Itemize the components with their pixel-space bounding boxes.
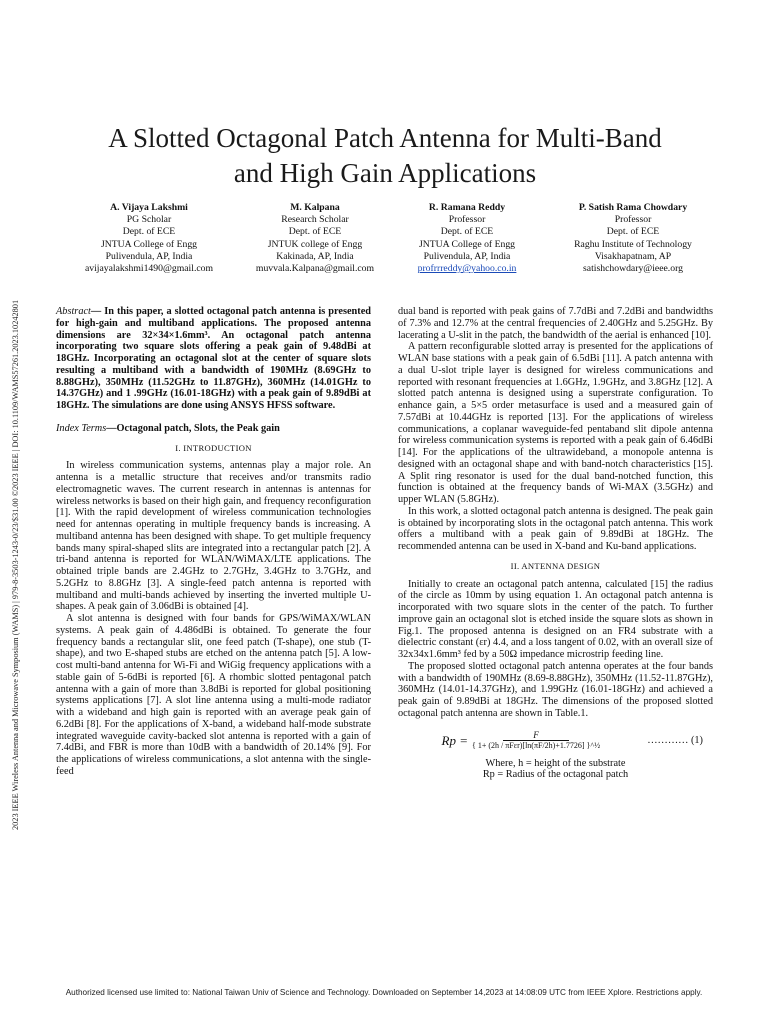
author-name: P. Satish Rama Chowdary [578, 202, 688, 213]
title-line-2: and High Gain Applications [233, 158, 537, 188]
author-institution: JNTUK college of Engg [267, 238, 363, 250]
author-block-2 [235, 202, 395, 275]
author-institution: JNTUA College of Engg [418, 238, 516, 250]
author-institution: JNTUA College of Engg [100, 238, 198, 250]
paper-title [60, 121, 710, 191]
author-role: Research Scholar [281, 214, 349, 226]
section-heading-introduction: I. INTRODUCTION [175, 442, 252, 453]
author-role: Professor [614, 214, 652, 226]
abstract [56, 306, 371, 412]
author-place: Visakhapatnam, AP [594, 250, 672, 262]
intro-paragraph-2: A slot antenna is designed with four bands for GPS/WiMAX/WLAN systems. A peak gain of 4.486dBi is obtained. To generate the four frequency bands a rectangular slit, one feed patch (T-shape), one stub (T-shape), and two E-shaped stubs are etched on the antenna patch [5]. A low-cost multi-band antenna for Wi-Fi and WiGig frequency applications with a stable gain of 5-6dBi is reported [6]. A rhombic slotted pentagonal patch antenna with a gain of more than 3.8dBi is reported for global positioning systems applications [7]. A slot line antenna using a multi-mode radiator with a wideband and high gain is reported with an average peak gain of 6.2dBi [8]. For the applications of X-band, a wideband half-mode substrate integrated waveguide cavity-backed slot antenna is reported with a gain of 7.4dBi, and FBR is more than 10dB with a bandwidth of 20.14% [9]. For the applications of wireless communications, a slot antenna with the single-feed [56, 613, 371, 777]
author-block-3 [387, 202, 547, 275]
index-terms [56, 423, 371, 435]
author-dept: Dept. of ECE [606, 226, 660, 238]
equation-denominator: { 1+ (2h / πFεr)[ln(πF/2h)+1.7726] }^½ [472, 741, 601, 750]
equation-1 [398, 724, 713, 758]
left-column [56, 306, 371, 778]
author-block-1 [69, 202, 229, 275]
section-heading-antenna-design: II. ANTENNA DESIGN [510, 560, 601, 571]
author-email: avijayalakshmi1490@gmail.com [84, 263, 214, 275]
right-paragraph-2: A pattern reconfigurable slotted array is presented for the applications of WLAN base stations with a peak gain of 6.5dBi [11]. A patch antenna with a dual U-slot triple layer is designed for wireless communications and reported with resonant frequencies at 1.6GHz, 1.9GHz, and 3.8GHz [12]. A slotted patch antenna is designed using a superstrate configuration. To enhance gain, a 5×5 order metasurface is used and a measured gain of 7.57dBi at 10.44GHz is reported [13]. For the applications of wireless communications, a coplanar waveguide-fed pentaband slit dipole antenna for wireless communication systems is reported with a peak gain of 6.46dBi [14]. For the applications of the ultrawideband, a monopole antenna is designed with an octagonal shape and with band-notch characteristics [15]. A Split ring resonator is used for the dual band-notched function, this function is obtained at the frequency bands of Wi-MAX (3.5GHz) and upper WLAN (5.8GHz). [398, 341, 713, 505]
author-dept: Dept. of ECE [122, 226, 176, 238]
right-paragraph-1: dual band is reported with peak gains of 7.7dBi and 7.2dBi and bandwidths of 7.3% and 12.7% at the central frequencies of 2.40GHz and 5.25GHz. By lacerating a U-slit in the patch, the bandwidth of the aerial is enhanced [10]. [398, 306, 713, 341]
abstract-label: Abstract [56, 306, 91, 317]
equation-number: ………… (1) [647, 734, 703, 746]
download-footer: Authorized licensed use limited to: National Taiwan Univ of Science and Technology. Downloaded on September 14,2023 at 14:08:09 UTC from IEEE Xplore. Restrictions apply. [65, 988, 703, 997]
side-citation-strip: 2023 IEEE Wireless Antenna and Microwave Symposium (WAMS) | 979-8-3503-1243-0/23/$31.00 ©2023 IEEE | DOI: 10.1109/WAMS57261.2023.10242801 [11, 299, 20, 830]
intro-paragraph-1: In wireless communication systems, antennas play a major role. An antenna is a metallic structure that receives and/or transmits radio electromagnetic waves. The current research in antennas is antennas for wireless networks is based on their high gain, and frequency reconfiguration [1]. With the rapid development of wireless communication technologies need for antennas operating in multiple frequency bands is increasing. A multiband antenna has been designed with shape. To get multiple frequency bands many spiral-shaped slits are integrated into a rectangular patch [2]. A tri-band antenna is reported for WLAN/WiMAX/LTE applications. The obtained triple bands are 2.4GHz to 2.7GHz, 3.4GHz to 3.7GHz, and 5.2GHz to 8.8GHz [3]. A single-feed patch antenna is reported with multiband and multi-bands achieved by inserting the inverted multiple U-shapes. A peak gain of 3.06dBi is obtained [4]. [56, 460, 371, 613]
author-block-4 [548, 202, 718, 275]
where-line-1: Where, h = height of the substrate [485, 757, 626, 769]
author-email-link[interactable]: profrrreddy@yahoo.co.in [417, 263, 517, 275]
where-line-2: Rp = Radius of the octagonal patch [482, 769, 629, 781]
design-paragraph-2: The proposed slotted octagonal patch antenna operates at the four bands with a bandwidth of 190MHz (8.69-8.88GHz), 350MHz (11.52-11.87GHz), 360MHz (14.01-14.37GHz), and 1.99GHz (16.01-18GHz) and achieved a peak gain of 9.89dBi at 18GHz. The dimensions of the proposed slotted octagonal patch antenna are shown in Table.1. [398, 660, 713, 719]
equation-numerator: F [503, 730, 569, 741]
abstract-text: — In this paper, a slotted octagonal patch antenna is presented for high-gain and multiband applications. The proposed antenna dimensions are 32×34×1.6mm³. An octagonal patch antenna incorporating two square slots offering a peak gain of 9.48dBi at 18GHz. Incorporating an octagonal slot at the center of square slots resulting a multiband with a bandwidth of 190MHz (8.69GHz to 8.88GHz), 350MHz (11.52GHz to 11.87GHz), 360MHz (14.01GHz to 14.37GHz) and 1 .99GHz (16.01-18GHz) with a peak gain of 9.89dBi at 18GHz. The simulations are done using ANSYS HFSS software. [56, 306, 371, 411]
author-dept: Dept. of ECE [288, 226, 342, 238]
design-paragraph-1: Initially to create an octagonal patch antenna, calculated [15] the radius of the circle as 10mm by using equation 1. An octagonal patch antenna is incorporated with two square slots in the center of the patch. To further improve gain an octagonal slot is etched inside the square slots as shown in Fig.1. The proposed antenna is designed on an FR4 substrate with a dielectric constant (εr) 4.4, and a loss tangent of 0.02, with an overall size of 32x34x1.6mm³ fed by a 50Ω impedance microstrip feeding line. [398, 578, 713, 660]
author-dept: Dept. of ECE [440, 226, 494, 238]
title-line-1: A Slotted Octagonal Patch Antenna for Multi-Band [108, 123, 662, 153]
author-name: R. Ramana Reddy [428, 202, 506, 213]
author-email: satishchowdary@ieee.org [583, 263, 683, 275]
author-role: Professor [448, 214, 486, 226]
author-name: A. Vijaya Lakshmi [110, 202, 188, 213]
author-place: Kakinada, AP, India [276, 250, 354, 262]
index-terms-label: Index Terms [56, 422, 107, 434]
author-role: PG Scholar [126, 214, 172, 226]
index-terms-text: —Octagonal patch, Slots, the Peak gain [106, 422, 280, 434]
author-email: muvvala.Kalpana@gmail.com [255, 263, 375, 275]
right-column [398, 306, 713, 781]
author-institution: Raghu Institute of Technology [574, 238, 692, 250]
author-place: Pulivendula, AP, India [423, 250, 511, 262]
equation-lhs: Rp = [441, 732, 468, 748]
equation-fraction [472, 730, 600, 751]
author-name: M. Kalpana [290, 202, 340, 213]
right-paragraph-3: In this work, a slotted octagonal patch antenna is designed. The peak gain is obtained by incorporating slots in the octagonal patch antenna. This work offers a multiband with a peak gain of 9.89dBi at 18GHz. The recommended antenna can be used in X-band and Ku-band applications. [398, 505, 713, 552]
author-place: Pulivendula, AP, India [105, 250, 193, 262]
